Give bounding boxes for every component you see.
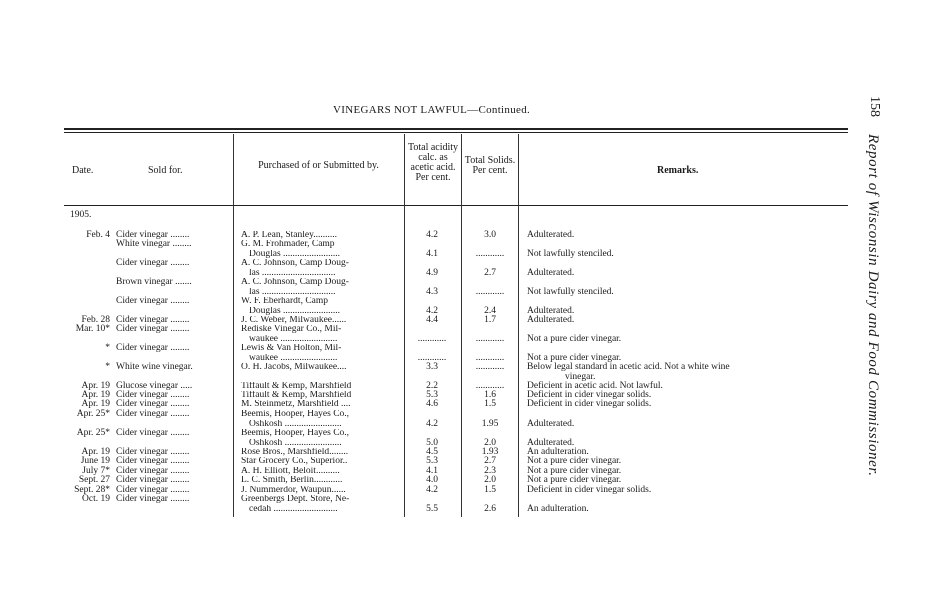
header-solids: Total Solids. Per cent. — [464, 155, 516, 176]
year-label: 1905. — [70, 210, 92, 220]
row-solids: 1.7 — [484, 315, 496, 325]
row-acidity: 3.3 — [426, 362, 438, 372]
row-solids: 2.0 — [484, 438, 496, 448]
row-date: Apr. 19 — [81, 381, 110, 391]
row-remarks: Adulterated. — [527, 315, 575, 325]
row-acidity: 5.5 — [426, 504, 438, 514]
row-date: Mar. 10* — [75, 324, 110, 334]
row-purchased: J. C. Weber, Milwaukee...... — [241, 316, 347, 325]
row-date: Apr. 25* — [76, 428, 110, 438]
row-solids: 1.5 — [484, 485, 496, 495]
row-date: June 19 — [80, 456, 110, 466]
header-purchased: Purchased of or Submitted by. — [258, 160, 379, 171]
row-date: Apr. 25* — [76, 409, 110, 419]
row-date: Apr. 19 — [81, 390, 110, 400]
row-purchased: Greenbergs Dept. Store, Ne- — [241, 495, 350, 504]
table-top-rule-thin — [64, 132, 848, 133]
row-remarks: Adulterated. — [527, 268, 575, 278]
row-remarks: Adulterated. — [527, 419, 575, 429]
col-divider — [404, 134, 405, 517]
row-purchased: L. C. Smith, Berlin............ — [241, 476, 343, 485]
row-solids: ............ — [475, 362, 505, 372]
side-title: Report of Wisconsin Dairy and Food Commissioner. — [865, 134, 881, 477]
row-purchased: O. H. Jacobs, Milwaukee.... — [241, 363, 347, 372]
row-purchased: cedah ........................... — [249, 504, 338, 514]
row-date: * — [105, 362, 110, 372]
row-sold-for: Cider vinegar ........ — [116, 466, 190, 476]
row-purchased: Star Grocery Co., Superior.. — [241, 457, 348, 466]
row-acidity: 4.0 — [426, 475, 438, 485]
row-remarks: Adulterated. — [527, 438, 575, 448]
row-acidity: 5.3 — [426, 456, 438, 466]
row-sold-for: Cider vinegar ........ — [116, 456, 190, 466]
row-acidity: 2.2 — [426, 381, 438, 391]
row-date: July 7* — [82, 466, 110, 476]
row-purchased: Rediske Vinegar Co., Mil- — [241, 325, 342, 334]
row-remarks: vinegar. — [565, 371, 596, 382]
row-acidity: 4.9 — [426, 268, 438, 278]
row-solids: 3.0 — [484, 230, 496, 240]
col-divider — [518, 134, 519, 517]
row-sold-for: Cider vinegar ........ — [116, 475, 190, 485]
row-remarks: Deficient in cider vinegar solids. — [527, 390, 652, 400]
row-sold-for: Cider vinegar ........ — [116, 447, 190, 457]
row-purchased: Lewis & Van Holton, Mil- — [241, 344, 342, 353]
row-solids: ............ — [475, 353, 505, 363]
row-solids: ............ — [475, 334, 505, 344]
row-purchased: Douglas ........................ — [249, 306, 341, 316]
row-sold-for: Cider vinegar ........ — [116, 428, 190, 438]
row-sold-for: Cider vinegar ........ — [116, 324, 190, 334]
row-purchased: M. Steinmetz, Marshfield .... — [241, 400, 351, 409]
row-purchased: las ............................... — [249, 287, 336, 297]
row-remarks: Not lawfully stenciled. — [527, 249, 614, 259]
row-purchased: G. M. Frohmader, Camp — [241, 240, 335, 249]
row-purchased: Oshkosh ........................ — [249, 438, 342, 448]
row-solids: 2.7 — [484, 456, 496, 466]
row-solids: 2.6 — [484, 504, 496, 514]
row-sold-for: Cider vinegar ........ — [116, 258, 190, 268]
row-solids: ............ — [475, 381, 505, 391]
row-purchased: A. P. Lean, Stanley.......... — [241, 231, 337, 240]
row-date: Feb. 28 — [81, 315, 110, 325]
row-date: Sept. 27 — [78, 475, 110, 485]
row-acidity: 4.1 — [426, 249, 438, 259]
table-top-rule — [64, 128, 848, 130]
row-acidity: 4.4 — [426, 315, 438, 325]
row-purchased: las ............................... — [249, 268, 336, 278]
row-purchased: A. C. Johnson, Camp Doug- — [241, 259, 349, 268]
row-sold-for: White wine vinegar. — [116, 362, 193, 372]
row-purchased: waukee ........................ — [249, 353, 338, 363]
row-remarks: Adulterated. — [527, 230, 575, 240]
row-purchased: A. C. Johnson, Camp Doug- — [241, 278, 349, 287]
row-date: Oct. 19 — [82, 494, 110, 504]
row-solids: 1.5 — [484, 399, 496, 409]
header-remarks: Remarks. — [657, 165, 699, 176]
row-solids: 1.93 — [481, 447, 499, 457]
row-sold-for: Cider vinegar ........ — [116, 315, 190, 325]
row-remarks: Not a pure cider vinegar. — [527, 334, 622, 344]
row-purchased: W. F. Eberhardt, Camp — [241, 297, 329, 306]
row-solids: ............ — [475, 249, 505, 259]
row-remarks: Not a pure cider vinegar. — [527, 353, 622, 363]
row-acidity: 5.0 — [426, 438, 438, 448]
row-solids: 2.3 — [484, 466, 496, 476]
row-acidity: 4.2 — [426, 230, 438, 240]
row-acidity: ............ — [417, 353, 447, 363]
row-remarks: Deficient in acetic acid. Not lawful. — [527, 381, 663, 391]
row-remarks: Not a pure cider vinegar. — [527, 475, 622, 485]
row-purchased: J. Nummerdor, Waupun...... — [241, 486, 346, 495]
row-remarks: Deficient in cider vinegar solids. — [527, 399, 652, 409]
row-acidity: ............ — [417, 334, 447, 344]
row-purchased: Tiffault & Kemp, Marshfield — [241, 391, 352, 400]
row-sold-for: Cider vinegar ........ — [116, 494, 190, 504]
row-acidity: 5.3 — [426, 390, 438, 400]
row-solids: 2.0 — [484, 475, 496, 485]
col-divider — [461, 134, 462, 517]
row-sold-for: Cider vinegar ........ — [116, 390, 190, 400]
row-acidity: 4.1 — [426, 466, 438, 476]
header-acidity: Total acidity calc. as acetic acid. Per cent. — [407, 142, 459, 183]
row-purchased: A. H. Elliott, Beloit.......... — [241, 467, 340, 476]
row-purchased: Beemis, Hooper, Hayes Co., — [241, 429, 350, 438]
row-purchased: waukee ........................ — [249, 334, 338, 344]
header-sold-for: Sold for. — [148, 165, 183, 176]
row-remarks: Adulterated. — [527, 306, 575, 316]
row-sold-for: Brown vinegar ....... — [116, 277, 192, 287]
row-remarks: Not lawfully stenciled. — [527, 287, 614, 297]
row-sold-for: Glucose vinegar ..... — [116, 381, 193, 391]
row-sold-for: Cider vinegar ........ — [116, 343, 190, 353]
row-acidity: 4.2 — [426, 419, 438, 429]
row-sold-for: Cider vinegar ........ — [116, 485, 190, 495]
row-solids: ............ — [475, 287, 505, 297]
row-date: Feb. 4 — [86, 230, 110, 240]
row-purchased: Rose Bros., Marshfield........ — [241, 448, 349, 457]
row-remarks: Below legal standard in acetic acid. Not a white wine — [527, 362, 730, 372]
row-date: * — [105, 343, 110, 353]
row-sold-for: Cider vinegar ........ — [116, 399, 190, 409]
row-solids: 1.95 — [481, 419, 499, 429]
row-remarks: Deficient in cider vinegar solids. — [527, 485, 652, 495]
row-acidity: 4.3 — [426, 287, 438, 297]
row-date: Apr. 19 — [81, 447, 110, 457]
header-date: Date. — [72, 165, 94, 176]
row-sold-for: Cider vinegar ........ — [116, 230, 190, 240]
row-acidity: 4.2 — [426, 306, 438, 316]
row-remarks: Not a pure cider vinegar. — [527, 466, 622, 476]
row-date: Apr. 19 — [81, 399, 110, 409]
row-acidity: 4.2 — [426, 485, 438, 495]
row-acidity: 4.6 — [426, 399, 438, 409]
row-sold-for: White vinegar ........ — [116, 239, 192, 249]
row-solids: 2.7 — [484, 268, 496, 278]
row-purchased: Douglas ........................ — [249, 249, 341, 259]
row-purchased: Tiffault & Kemp, Marshfield — [241, 382, 352, 391]
row-remarks: An adulteration. — [527, 504, 589, 514]
row-sold-for: Cider vinegar ........ — [116, 409, 190, 419]
row-remarks: An adulteration. — [527, 447, 589, 457]
page-number: 158 — [867, 96, 882, 117]
row-sold-for: Cider vinegar ........ — [116, 296, 190, 306]
row-date: Sept. 28* — [74, 485, 110, 495]
row-acidity: 4.5 — [426, 447, 438, 457]
row-solids: 1.6 — [484, 390, 496, 400]
header-bottom-rule — [64, 205, 848, 206]
row-remarks: Not a pure cider vinegar. — [527, 456, 622, 466]
row-purchased: Oshkosh ........................ — [249, 419, 342, 429]
row-purchased: Beemis, Hooper, Hayes Co., — [241, 410, 350, 419]
col-divider — [233, 134, 234, 517]
row-solids: 2.4 — [484, 306, 496, 316]
